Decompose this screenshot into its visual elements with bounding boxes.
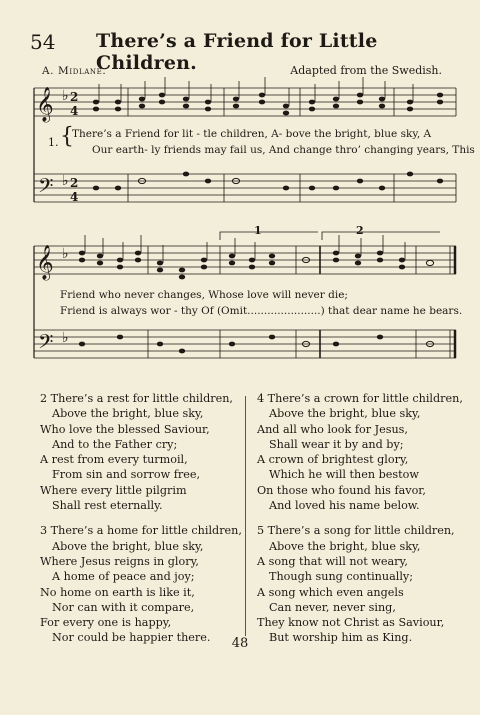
svg-text:♭: ♭	[62, 173, 69, 189]
treble-staff-2	[34, 246, 456, 274]
verse-line: Which he will then bestow	[269, 468, 419, 482]
verse-3	[40, 523, 240, 645]
svg-text:♭: ♭	[62, 88, 69, 104]
svg-text:𝄢: 𝄢	[38, 330, 54, 358]
verses-left-column	[40, 391, 240, 656]
verse-4	[257, 391, 467, 513]
svg-text:4: 4	[70, 104, 79, 118]
verse-line: Above the bright, blue sky,	[269, 407, 421, 421]
verse-line: 5 There’s a song for little children,	[257, 524, 455, 538]
lyric-line-1b: Our earth- ly friends may fail us, And change thro’ changing years, This	[92, 144, 475, 156]
verse-line: Can never, never sing,	[269, 600, 396, 614]
verse-line: A song which even angels	[257, 585, 404, 599]
verse-2	[40, 391, 240, 513]
verse-line: Shall rest eternally.	[52, 499, 163, 513]
svg-text:𝄞: 𝄞	[36, 245, 54, 280]
verse-line: For every one is happy,	[40, 616, 172, 630]
lyric-line-2a: Friend who never changes, Whose love will never die;	[60, 289, 348, 301]
verse-line: Above the bright, blue sky,	[52, 539, 204, 553]
verse-line: 3 There’s a home for little children,	[40, 524, 242, 538]
verse-line: Nor could be happier there.	[52, 631, 211, 645]
column-divider	[245, 396, 246, 636]
verse-line: Where Jesus reigns in glory,	[40, 554, 199, 568]
verse-line: And all who look for Jesus,	[257, 422, 408, 436]
svg-text:2: 2	[70, 176, 79, 190]
verse-line: Nor can with it compare,	[52, 600, 195, 614]
verse-line: A rest from every turmoil,	[40, 453, 188, 467]
hymn-number: 54	[30, 30, 56, 54]
verse-line: 2 There’s a rest for little children,	[40, 392, 233, 405]
verse-line: But worship him as King.	[269, 631, 413, 645]
verse-line: Above the bright, blue sky,	[52, 407, 204, 421]
verse-line: On those who found his favor,	[257, 483, 426, 497]
verse-line: Though sung continually;	[269, 570, 414, 584]
verses-right-column	[257, 391, 467, 656]
verse-line: Above the bright, blue sky,	[269, 539, 421, 553]
svg-text:♭: ♭	[62, 330, 69, 346]
svg-text:♭: ♭	[62, 246, 69, 262]
verse-line: Shall wear it by and by;	[269, 437, 404, 451]
verse-line: Who love the blessed Saviour,	[40, 422, 210, 436]
verse-line: 4 There’s a crown for little children,	[257, 392, 463, 405]
svg-text:2: 2	[70, 90, 79, 104]
ending-2: 2	[356, 224, 364, 237]
composer-credit: A. Midlane.	[42, 65, 107, 77]
verse-line: No home on earth is like it,	[40, 585, 195, 599]
verse-line: And to the Father cry;	[52, 437, 178, 451]
verse-line: And loved his name below.	[269, 499, 420, 513]
lyric-line-1a: There’s a Friend for lit - tle children, A- bove the bright, blue sky, A	[72, 128, 432, 140]
verse-line: A home of peace and joy;	[52, 570, 195, 584]
page-number: 48	[231, 636, 249, 651]
lyric-brace: {	[60, 124, 74, 149]
hymn-title: There’s a Friend for Little Children.	[96, 30, 378, 74]
verse-line: They know not Christ as Saviour,	[257, 616, 445, 630]
verse-line: A crown of brightest glory,	[257, 453, 409, 467]
verse-line: A song that will not weary,	[257, 554, 408, 568]
verse-line: From sin and sorrow free,	[52, 468, 201, 482]
adaptation-credit: Adapted from the Swedish.	[290, 64, 442, 77]
verse-number: 1.	[48, 136, 59, 149]
lyric-line-2b: Friend is always wor - thy Of (Omit......................) that dear name he bears.	[60, 305, 463, 317]
bass-staff-2	[34, 330, 456, 358]
svg-text:4: 4	[70, 190, 79, 204]
verse-line: Where every little pilgrim	[40, 483, 187, 497]
verse-5	[257, 523, 467, 645]
ending-1: 1	[254, 224, 262, 237]
svg-text:𝄢: 𝄢	[38, 174, 54, 202]
svg-text:𝄞: 𝄞	[36, 87, 54, 122]
